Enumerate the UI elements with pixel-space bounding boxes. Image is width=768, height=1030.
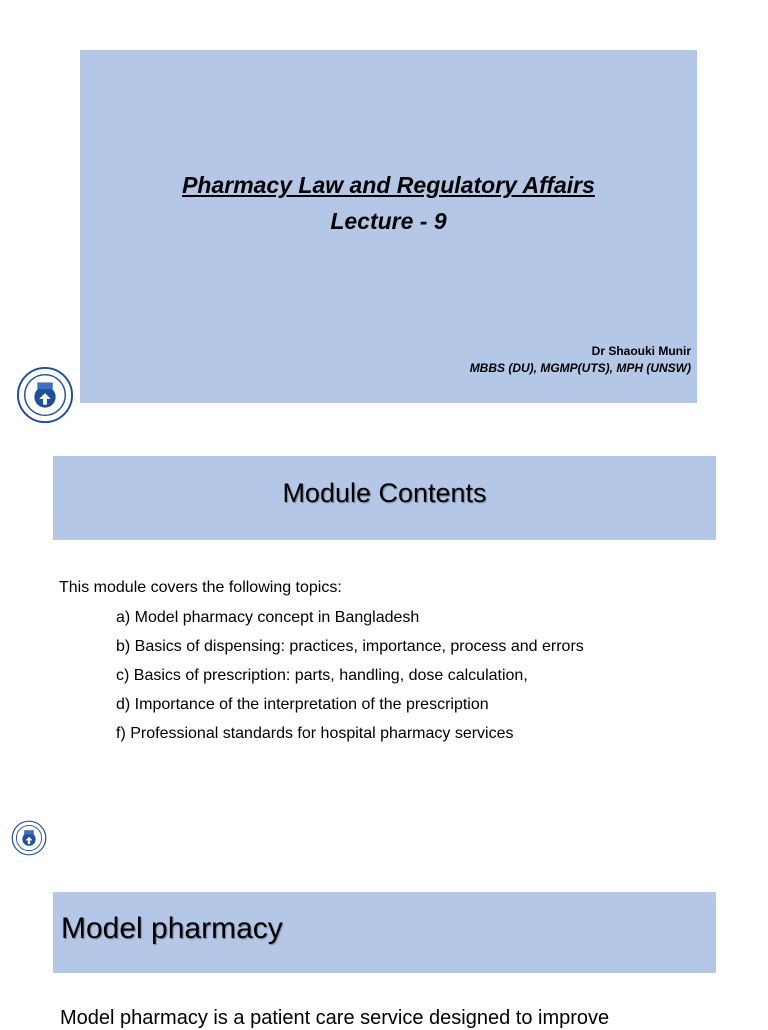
module-contents-title: Module Contents [282, 478, 487, 508]
topic-item: b) Basics of dispensing: practices, importance, process and errors [116, 638, 584, 655]
module-intro: This module covers the following topics: [59, 579, 342, 596]
author-name: Dr Shaouki Munir [591, 344, 691, 358]
university-seal-icon [16, 366, 74, 424]
topic-item: a) Model pharmacy concept in Bangladesh [116, 609, 420, 626]
topic-item: d) Importance of the interpretation of the prescription [116, 696, 489, 713]
topic-item: c) Basics of prescription: parts, handling, dose calculation, [116, 667, 528, 684]
title-slide [80, 50, 697, 403]
lecture-number: Lecture - 9 [330, 208, 447, 234]
topic-list [116, 608, 584, 753]
university-seal-icon [11, 820, 47, 856]
model-pharmacy-header [53, 892, 716, 973]
lecture-title: Pharmacy Law and Regulatory Affairs [182, 172, 595, 198]
model-pharmacy-body: Model pharmacy is a patient care service designed to improve [60, 1007, 610, 1029]
topic-item: f) Professional standards for hospital pharmacy services [116, 725, 514, 742]
module-contents-header [53, 456, 716, 540]
model-pharmacy-title: Model pharmacy [61, 912, 283, 945]
author-credentials: MBBS (DU), MGMP(UTS), MPH (UNSW) [469, 361, 691, 375]
